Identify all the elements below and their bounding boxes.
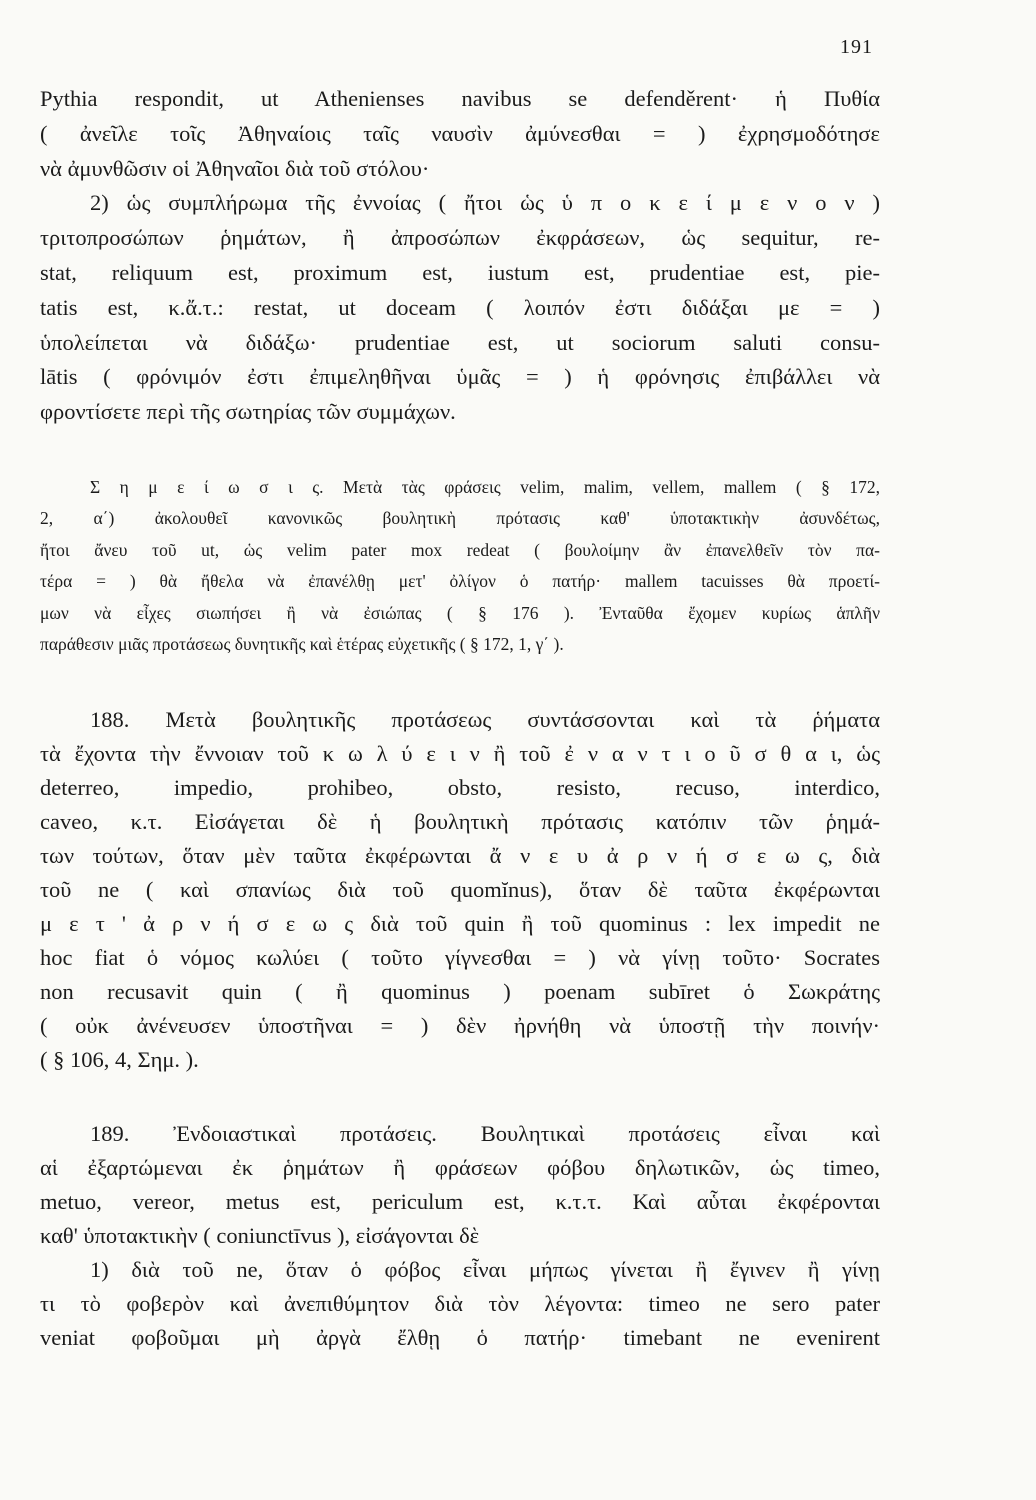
- text-line: νὰ ἀμυνθῶσιν οἱ Ἀθηναῖοι διὰ τοῦ στόλου·: [40, 155, 430, 181]
- text-line: αἱ ἐξαρτώμεναι ἐκ ῥημάτων ἢ φράσεων φόβου δηλωτικῶν, ὡς timeo,: [40, 1154, 880, 1180]
- note-line: 2, α΄) ἀκολουθεῖ κανονικῶς βουλητικὴ πρότασις καθ' ὑποτακτικὴν ἀσυνδέτως,: [40, 508, 880, 529]
- text-line: metuo, vereor, metus est, periculum est, κ.τ.τ. Καὶ αὗται ἐκφέρονται: [40, 1188, 880, 1214]
- text-line: τι τὸ φοβερὸν καὶ ἀνεπιθύμητον διὰ τὸν λέγοντα: timeo ne sero pater: [40, 1290, 880, 1316]
- text-line: φροντίσετε περὶ τῆς σωτηρίας τῶν συμμάχων.: [40, 399, 456, 425]
- note-line: ἤτοι ἄνευ τοῦ ut, ὡς velim pater mox redeat ( βουλοίμην ἂν ἐπανελθεῖν τὸν πα-: [40, 539, 880, 560]
- section-heading-line: 189. Ἐνδοιαστικαὶ προτάσεις. Βουλητικαὶ προτάσεις εἶναι καὶ: [90, 1120, 880, 1146]
- text-line: caveo, κ.τ. Εἰσάγεται δὲ ἡ βουλητικὴ πρότασις κατόπιν τῶν ῥημά-: [40, 808, 880, 834]
- note-line: τέρα = ) θὰ ἤθελα νὰ ἐπανέλθῃ μετ' ὀλίγον ὁ πατήρ· mallem tacuisses θὰ προετί-: [40, 571, 880, 592]
- text-line: non recusavit quin ( ἢ quominus ) poenam subīret ὁ Σωκράτης: [40, 978, 880, 1004]
- section-heading-line: 188. Μετὰ βουλητικῆς προτάσεως συντάσσονται καὶ τὰ ῥήματα: [90, 706, 880, 732]
- text-line: ὑπολείπεται νὰ διδάξω· prudentiae est, ut sociorum saluti consu-: [40, 329, 880, 355]
- note-line: Σ η μ ε ί ω σ ι ς. Μετὰ τὰς φράσεις velim, malim, vellem, mallem ( § 172,: [90, 476, 880, 497]
- text-line: veniat φοβοῦμαι μὴ ἀργὰ ἔλθῃ ὁ πατήρ· timebant ne evenirent: [40, 1324, 880, 1350]
- section-189: [40, 1117, 880, 1355]
- text-line: τοῦ ne ( καὶ σπανίως διὰ τοῦ quomĭnus), ὅταν δὲ ταῦτα ἐκφέρωνται: [40, 876, 880, 902]
- text-line: 2) ὡς συμπλήρωμα τῆς ἐννοίας ( ἤτοι ὡς ὑ π ο κ ε ί μ ε ν ο ν ): [90, 190, 880, 216]
- text-line: των τούτων, ὅταν μὲν ταῦτα ἐκφέρωνται ἄ ν ε υ ἀ ρ ν ή σ ε ω ς, διὰ: [40, 842, 880, 868]
- text-line: Pythia respondit, ut Athenienses navibus se defenděrent· ἡ Πυθία: [40, 86, 880, 111]
- note-paragraph: [40, 472, 880, 661]
- text-line: lātis ( φρόνιμόν ἐστι ἐπιμεληθῆναι ὑμᾶς = ) ἡ φρόνησις ἐπιβάλλει νὰ: [40, 364, 880, 390]
- text-line: stat, reliquum est, proximum est, iustum est, prudentiae est, pie-: [40, 259, 880, 285]
- note-line: μων νὰ εἶχες σιωπήσει ἢ νὰ ἐσιώπας ( § 176 ). Ἐνταῦθα ἔχομεν κυρίως ἁπλῆν: [40, 602, 880, 623]
- text-line: τριτοπροσώπων ῥημάτων, ἢ ἀπροσώπων ἐκφράσεων, ὡς sequitur, re-: [40, 225, 880, 251]
- paragraph-2: [40, 186, 880, 430]
- text-line: 1) διὰ τοῦ ne, ὅταν ὁ φόβος εἶναι μήπως γίνεται ἢ ἔγινεν ἢ γίνῃ: [90, 1256, 880, 1282]
- text-line: tatis est, κ.ἄ.τ.: restat, ut doceam ( λοιπόν ἐστι διδάξαι με = ): [40, 294, 880, 320]
- note-line: παράθεσιν μιᾶς προτάσεως δυνητικῆς καὶ ἑτέρας εὐχετικῆς ( § 172, 1, γ΄ ).: [40, 634, 564, 655]
- section-188: [40, 703, 880, 1077]
- page-text: [40, 82, 880, 1355]
- text-line: ( οὐκ ἀνένευσεν ὑποστῆναι = ) δὲν ἠρνήθη νὰ ὑποστῇ τὴν ποινήν·: [40, 1012, 880, 1038]
- page-number: 191: [840, 36, 873, 58]
- text-line: τὰ ἔχοντα τὴν ἔννοιαν τοῦ κ ω λ ύ ε ι ν ἢ τοῦ ἐ ν α ν τ ι ο ῦ σ θ α ι, ὡς: [40, 740, 880, 766]
- text-line: ( ἀνεῖλε τοῖς Ἀθηναίοις ταῖς ναυσὶν ἀμύνεσθαι = ) ἐχρησμοδότησε: [40, 120, 880, 146]
- text-line: ( § 106, 4, Σημ. ).: [40, 1046, 199, 1072]
- text-line: deterreo, impedio, prohibeo, obsto, resisto, recuso, interdico,: [40, 774, 880, 800]
- text-line: hoc fiat ὁ νόμος κωλύει ( τοῦτο γίγνεσθαι = ) νὰ γίνῃ τοῦτο· Socrates: [40, 944, 880, 970]
- intro-paragraph: [40, 82, 880, 186]
- text-line: καθ' ὑποτακτικὴν ( coniunctīvus ), εἰσάγονται δὲ: [40, 1222, 480, 1248]
- text-line: μ ε τ ' ἀ ρ ν ή σ ε ω ς διὰ τοῦ quin ἢ τοῦ quominus : lex impedit ne: [40, 910, 880, 936]
